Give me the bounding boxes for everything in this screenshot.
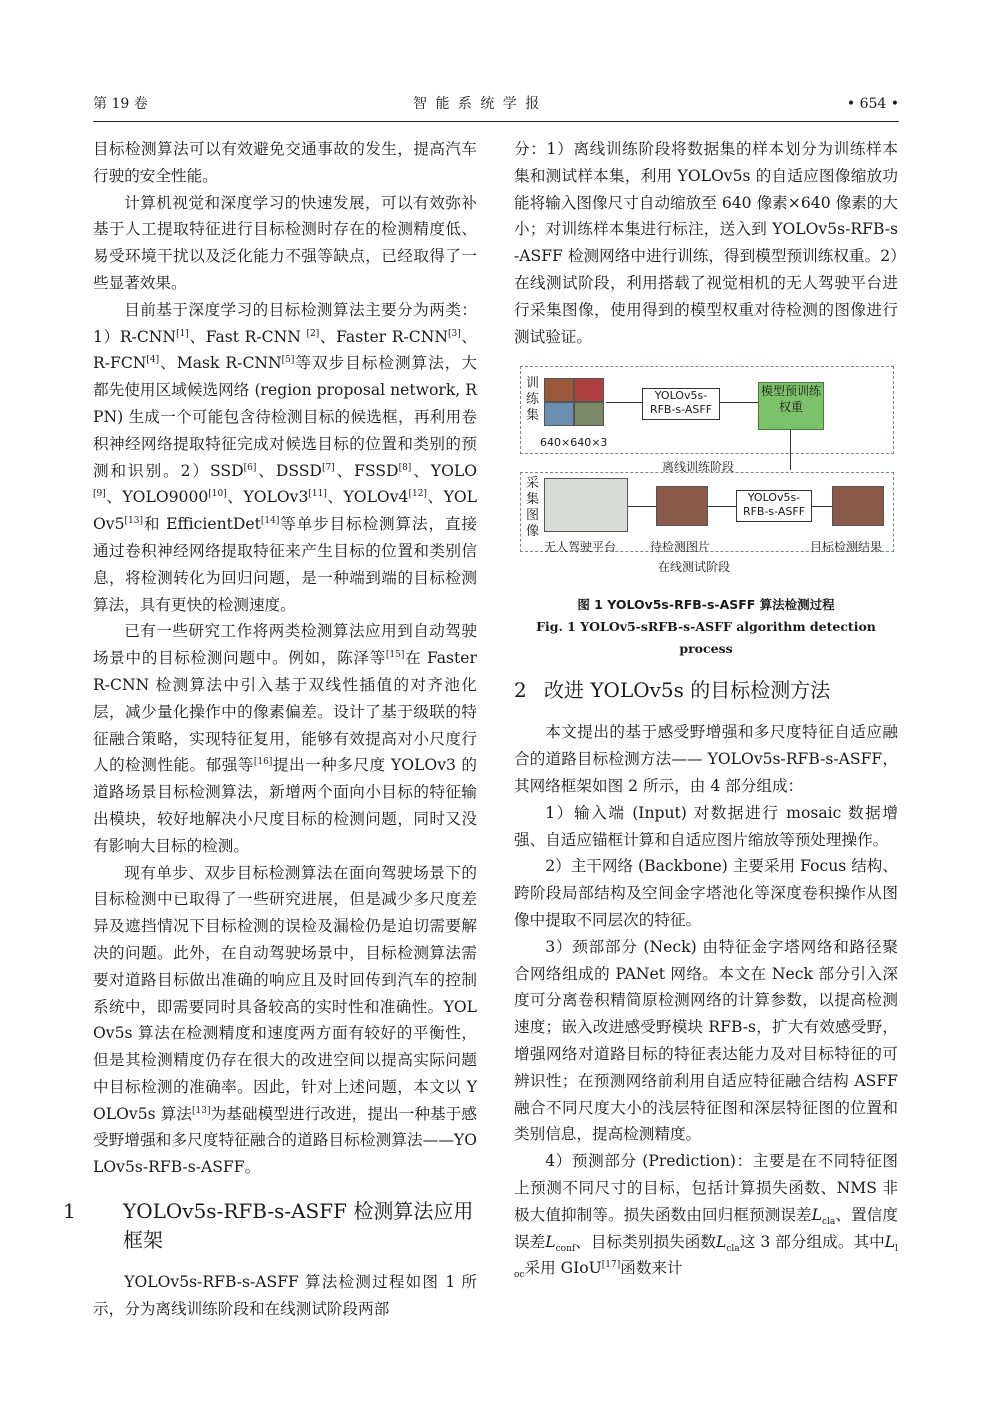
left-column [63, 136, 478, 1323]
citation: [1] [176, 328, 189, 339]
flow-arrow [708, 506, 736, 507]
sample-image [544, 378, 574, 402]
input-size-label: 640×640×3 [540, 436, 608, 450]
train-set-label: 训练集 [526, 376, 540, 424]
citation: [14] [260, 515, 280, 526]
paragraph: 3）颈部部分 (Neck) 由特征金字塔网络和路径聚合网络组成的 PANet 网络。本文在 Neck 部分引入深度可分离卷积精简原检测网络的计算参数，以提高检测速度；嵌入改进感受野模块 RFB-s，扩大有效感受野，增强网络对道路目标的特征表达能力及对目标特征的可辨识性；在预测网络前利用自适应特征融合结构 ASFF 融合不同尺度大小的浅层特征图和深层特征图的位置和类别信息，提高检测精度。 [514, 937, 898, 1144]
page-number: • 654 • [846, 96, 899, 112]
citation: [8] [398, 462, 412, 473]
vehicle-platform-image [544, 478, 628, 532]
result-label: 目标检测结果 [810, 540, 883, 555]
volume-label: 第 19 卷 [93, 96, 148, 112]
figure-caption-en: Fig. 1 YOLOv5-sRFB-s-ASFF algorithm detection process [536, 619, 876, 657]
citation: [9] [93, 489, 106, 500]
section-heading-1: 1 YOLOv5s-RFB-s-ASFF 检测算法应用框架 [63, 1199, 474, 1253]
journal-title: 智 能 系 统 学 报 [413, 96, 542, 112]
citation: [10] [208, 489, 227, 500]
weights-cube: 模型预训练权重 [758, 382, 824, 430]
header-rule [93, 121, 899, 122]
citation: [11] [308, 489, 327, 500]
right-column [514, 136, 898, 1282]
citation: [12] [408, 489, 427, 500]
paragraph: 4）预测部分 (Prediction)：主要是在不同特征图上预测不同尺寸的目标，包括计算损失函数、NMS 非极大值抑制等。损失函数由回归框预测误差$L_{cla}$、置信度误差$L_{conf}$、目标类别损失函数$L_{cla}$这 3 部分组成。其中$L_{loc}$采用 GIoU[17]函数来计 [514, 1152, 898, 1281]
citation: [5] [281, 355, 295, 366]
paragraph: 2）主干网络 (Backbone) 主要采用 Focus 结构、跨阶段局部结构及空间金字塔池化等深度卷积操作从图像中提取不同层次的特征。 [514, 857, 898, 929]
network-box-train: YOLOv5s-RFB-s-ASFF [642, 388, 720, 420]
citation: [16] [253, 757, 273, 768]
citation: [17] [601, 1260, 621, 1271]
flow-arrow [720, 402, 758, 403]
citation: [2] [306, 328, 320, 339]
citation: [4] [146, 355, 160, 366]
flow-arrow-down [790, 430, 791, 470]
test-image [656, 486, 708, 526]
paragraph: 1）输入端 (Input) 对数据进行 mosaic 数据增强、自适应锚框计算和自适应图片缩放等预处理操作。 [514, 803, 898, 849]
paragraph: 目前基于深度学习的目标检测算法主要分为两类：1）R-CNN[1]、Fast R-CNN [2]、Faster R-CNN[3]、R-FCN[4]、Mask R-CNN[5]等双步目标检测算法，大都先使用区域候选网络 (region proposal network, RPN) 生成一个可能包含待检测目标的候选框，再利用卷积神经网络提取特征完成对候选目标的位置和类别的预测和识别。2）SSD[6]、DSSD[7]、FSSD[8]、YOLO[9]、YOLO9000[10]、YOLOv3[11]、YOLOv4[12]、YOLOv5[13]和 EfficientDet[14]等单步目标检测算法，直接通过卷积神经网络提取特征来产生目标的位置和类别信息，将检测转化为回归问题，是一种端到端的目标检测算法，具有更快的检测速度。 [93, 300, 478, 614]
paragraph: 现有单步、双步目标检测算法在面向驾驶场景下的目标检测中已取得了一些研究进展，但是减少多尺度差异及遮挡情况下目标检测的误检及漏检仍是迫切需要解决的问题。此外，在自动驾驶场景中，目标检测算法需要对道路目标做出准确的响应且及时回传到汽车的控制系统中，即需要同时具备较高的实时性和准确性。YOLOv5s 算法在检测精度和速度两方面有较好的平衡性，但是其检测精度仍存在很大的改进空间以提高实际问题中目标检测的准确率。因此，针对上述问题，本文以 YOLOv5s 算法[13]为基础模型进行改进，提出一种基于感受野增强和多尺度特征融合的道路目标检测算法——YOLOv5s-RFB-s-ASFF。 [93, 863, 477, 1177]
running-header [93, 92, 899, 116]
offline-stage-label: 离线训练阶段 [662, 460, 735, 475]
figure-1 [514, 364, 898, 584]
paragraph: YOLOv5s-RFB-s-ASFF 算法检测过程如图 1 所示，分为离线训练阶段和在线测试阶段两部 [93, 1273, 477, 1318]
citation: [7] [321, 462, 335, 473]
to-detect-label: 待检测图片 [650, 540, 711, 555]
result-image [832, 486, 884, 526]
citation: [3] [447, 328, 461, 339]
paragraph: 计算机视觉和深度学习的快速发展，可以有效弥补基于人工提取特征进行目标检测时存在的检测精度低、易受环境干扰以及泛化能力不强等缺点，已经取得了一些显著效果。 [93, 193, 477, 292]
citation: [13] [124, 515, 143, 526]
capture-image-label: 采集图像 [526, 476, 540, 540]
sample-image [544, 402, 574, 426]
sample-image [574, 378, 604, 402]
platform-label: 无人驾驶平台 [544, 540, 617, 555]
figure-caption-cn: 图 1 YOLOv5s-RFB-s-ASFF 算法检测过程 [577, 597, 835, 613]
paragraph: 本文提出的基于感受野增强和多尺度特征自适应融合的道路目标检测方法—— YOLOv5s-RFB-s-ASFF，其网络框架如图 2 所示，由 4 部分组成： [514, 723, 898, 795]
paragraph: 分：1）离线训练阶段将数据集的样本划分为训练样本集和测试样本集，利用 YOLOv5s 的自适应图像缩放功能将输入图像尺寸自动缩放至 640 像素×640 像素的大小；对训练样本集进行标注，送入到 YOLOv5s-RFB-s-ASFF 检测网络中进行训练，得到模型预训练权重。2）在线测试阶段，利用搭载了视觉相机的无人驾驶平台进行采集图像，使用得到的模型权重对待检测的图像进行测试验证。 [514, 140, 898, 346]
online-stage-label: 在线测试阶段 [658, 560, 731, 575]
paragraph: 已有一些研究工作将两类检测算法应用到自动驾驶场景中的目标检测问题中。例如，陈泽等[15]在 Faster R-CNN 检测算法中引入基于双线性插值的对齐池化层，减少量化操作中的像素偏差。设计了基于级联的特征融合策略，实现特征复用，能够有效提高对小尺度行人的检测性能。郁强等[16]提出一种多尺度 YOLOv3 的道路场景目标检测算法，新增两个面向小目标的特征输出模块，较好地解决小尺度目标的检测问题，同时又没有影响大目标的检测。 [93, 622, 477, 855]
section-heading-2: 2 改进 YOLOv5s 的目标检测方法 [514, 678, 831, 703]
flow-arrow [812, 506, 832, 507]
paragraph: 目标检测算法可以有效避免交通事故的发生，提高汽车行驶的安全性能。 [93, 140, 477, 185]
citation: [6] [243, 462, 257, 473]
flow-arrow [628, 506, 656, 507]
citation: [15] [385, 649, 405, 660]
flow-arrow [606, 402, 642, 403]
citation: [13] [192, 1105, 211, 1116]
network-box-test: YOLOv5s-RFB-s-ASFF [736, 490, 812, 522]
sample-image [574, 402, 604, 426]
